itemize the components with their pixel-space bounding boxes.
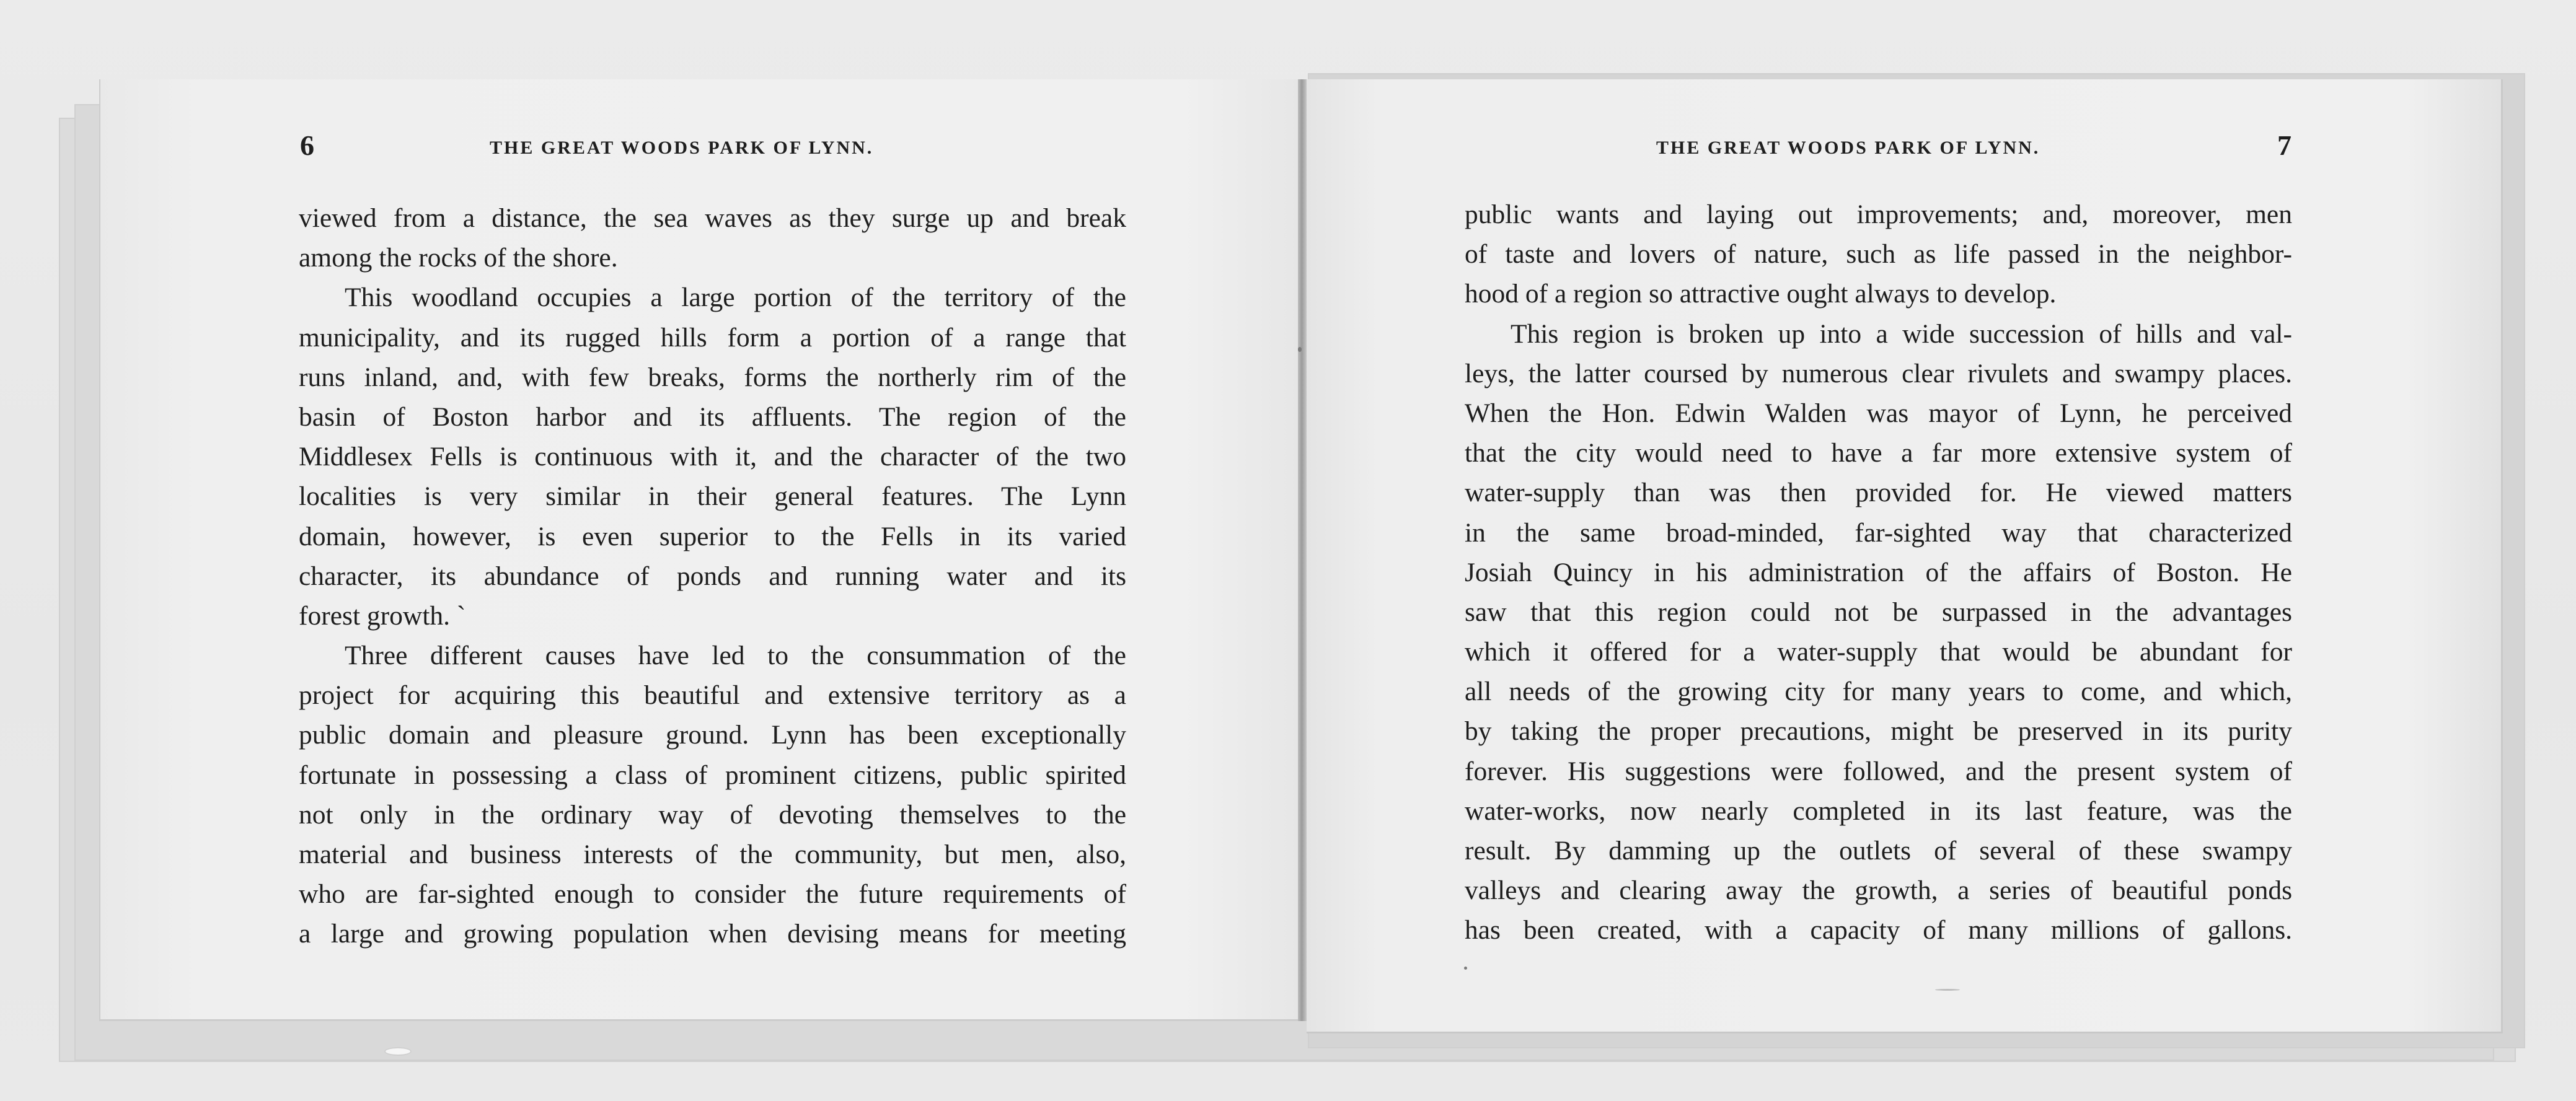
right-page-body bbox=[1465, 195, 2292, 950]
scan-speck bbox=[1935, 989, 1960, 991]
text-line: of taste and lovers of nature, such as life passed in the neighbor- bbox=[1465, 239, 2292, 270]
text-line: viewed from a distance, the sea waves as they surge up and break bbox=[299, 203, 1126, 233]
text-line: municipality, and its rugged hills form a portion of a range that bbox=[299, 322, 1126, 353]
text-line: Three different causes have led to the consummation of the bbox=[345, 641, 1126, 671]
text-line: among the rocks of the shore. bbox=[299, 243, 618, 273]
text-line: project for acquiring this beautiful and extensive territory as a bbox=[299, 680, 1126, 711]
text-line: fortunate in possessing a class of prominent citizens, public spirited bbox=[299, 760, 1126, 790]
scan-speck bbox=[384, 1047, 412, 1056]
text-line: public wants and laying out improvements; and, moreover, men bbox=[1465, 200, 2292, 229]
left-page-number: 6 bbox=[300, 129, 314, 161]
text-line: character, its abundance of ponds and running water and its bbox=[299, 561, 1126, 591]
text-line: who are far-sighted enough to consider the future requirements of bbox=[299, 879, 1126, 910]
text-line: public domain and pleasure ground. Lynn has been exceptionally bbox=[299, 720, 1126, 750]
text-line: leys, the latter coursed by numerous clear rivulets and swampy places. bbox=[1465, 358, 2292, 388]
text-line: by taking the proper precautions, might be preserved in its purity bbox=[1465, 716, 2292, 747]
right-page-number: 7 bbox=[2277, 129, 2291, 161]
text-line: has been created, with a capacity of many millions of gallons. bbox=[1465, 915, 2292, 945]
text-line: a large and growing population when devising means for meeting bbox=[299, 919, 1126, 949]
text-line: water-supply than was then provided for. He viewed matters bbox=[1465, 478, 2292, 508]
text-line: hood of a region so attractive ought always to develop. bbox=[1465, 279, 2057, 309]
book-gutter bbox=[1298, 79, 1307, 1021]
left-page-body bbox=[299, 198, 1126, 954]
text-line: all needs of the growing city for many years to come, and which, bbox=[1465, 677, 2292, 707]
text-line: When the Hon. Edwin Walden was mayor of Lynn, he perceived bbox=[1465, 398, 2292, 428]
right-running-head: THE GREAT WOODS PARK OF LYNN. bbox=[1656, 138, 2040, 158]
text-line: Middlesex Fells is continuous with it, and the character of the two bbox=[299, 442, 1126, 472]
text-line: result. By damming up the outlets of several of these swampy bbox=[1465, 836, 2292, 866]
text-line: in the same broad-minded, far-sighted way that characterized bbox=[1465, 517, 2292, 548]
text-line: runs inland, and, with few breaks, forms the northerly rim of the bbox=[299, 362, 1126, 392]
text-line: domain, however, is even superior to the Fells in its varied bbox=[299, 521, 1126, 551]
text-line: not only in the ordinary way of devoting themselves to the bbox=[299, 799, 1126, 830]
scan-speck bbox=[1298, 347, 1302, 352]
scan-speck bbox=[1464, 967, 1467, 970]
text-line: localities is very similar in their general features. The Lynn bbox=[299, 481, 1126, 512]
text-line: basin of Boston harbor and its affluents. The region of the bbox=[299, 401, 1126, 432]
text-line: which it offered for a water-supply that would be abundant for bbox=[1465, 637, 2292, 667]
text-line: This woodland occupies a large portion of the territory of the bbox=[345, 283, 1126, 313]
text-line: that the city would need to have a far more extensive system of bbox=[1465, 438, 2292, 468]
text-line: This region is broken up into a wide succession of hills and val- bbox=[1511, 318, 2292, 349]
text-line: Josiah Quincy in his administration of the affairs of Boston. He bbox=[1465, 557, 2292, 587]
text-line: material and business interests of the community, but men, also, bbox=[299, 840, 1126, 869]
left-running-head: THE GREAT WOODS PARK OF LYNN. bbox=[490, 138, 874, 158]
text-line: water-works, now nearly completed in its last feature, was the bbox=[1465, 796, 2292, 826]
text-line: saw that this region could not be surpassed in the advantages bbox=[1465, 597, 2292, 627]
text-line: forest growth. ` bbox=[299, 600, 466, 631]
text-line: valleys and clearing away the growth, a series of beautiful ponds bbox=[1465, 875, 2292, 906]
text-line: forever. His suggestions were followed, and the present system of bbox=[1465, 756, 2292, 786]
